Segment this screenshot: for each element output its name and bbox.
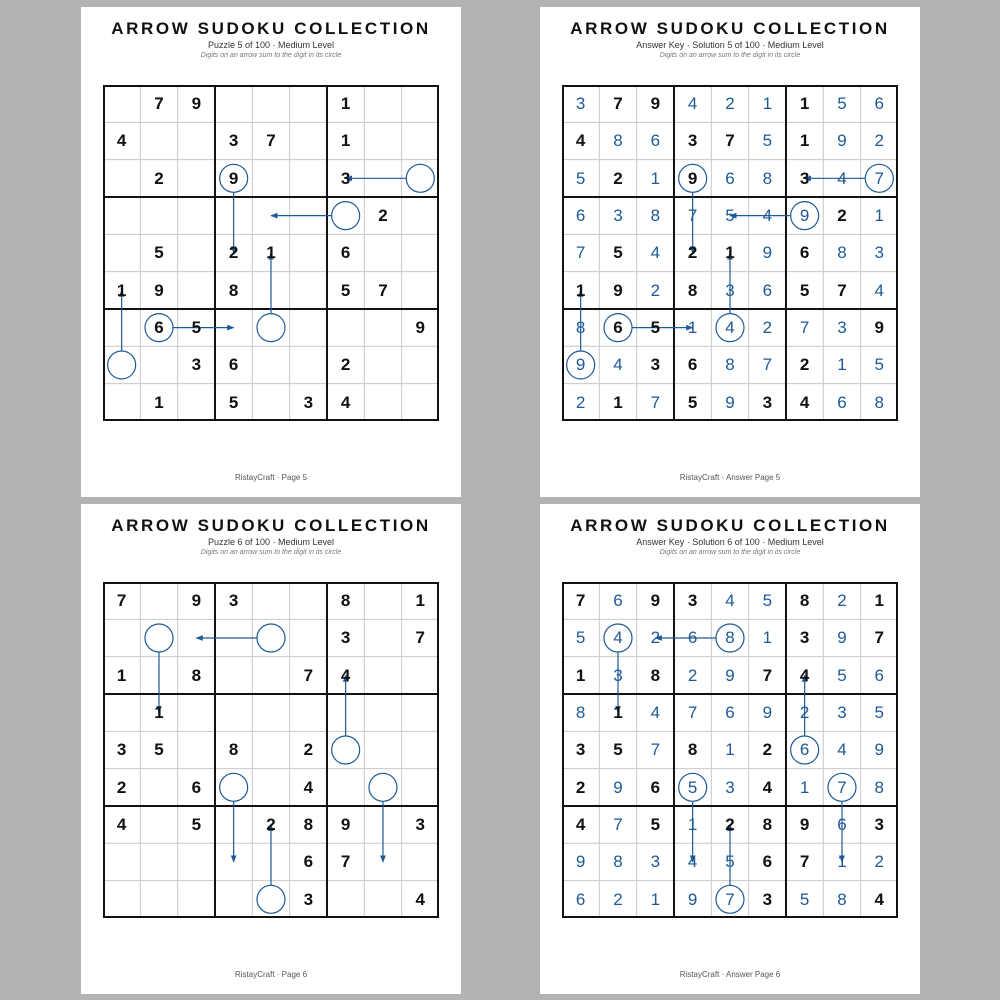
arrow-circle xyxy=(369,773,397,801)
solution-digit: 4 xyxy=(725,318,735,338)
given-digit: 7 xyxy=(303,665,314,685)
given-digit: 3 xyxy=(799,168,810,188)
given-digit: 7 xyxy=(340,852,351,872)
given-digit: 1 xyxy=(154,392,164,412)
page-footer: RistayCraft · Page 5 xyxy=(234,473,308,482)
solution-digit: 4 xyxy=(837,168,847,188)
given-digit: 3 xyxy=(191,355,202,375)
given-digit: 1 xyxy=(116,280,127,300)
given-digit: 6 xyxy=(191,777,202,797)
given-digit: 9 xyxy=(650,591,661,611)
solution-digit: 9 xyxy=(687,889,698,909)
given-digit: 5 xyxy=(228,392,239,412)
solution-digit: 6 xyxy=(799,740,810,760)
given-digit: 5 xyxy=(613,740,623,760)
solution-digit: 4 xyxy=(687,94,698,114)
arrow-circle xyxy=(406,164,434,192)
given-digit: 2 xyxy=(340,355,351,375)
given-digit: 7 xyxy=(378,280,388,300)
solution-digit: 3 xyxy=(725,777,735,797)
solution-digit: 8 xyxy=(575,318,586,338)
given-digit: 4 xyxy=(303,777,314,797)
solution-digit: 7 xyxy=(650,392,661,412)
solution-digit: 3 xyxy=(837,703,847,723)
given-digit: 5 xyxy=(340,280,351,300)
page-instructions: Digits on an arrow sum to the digit in its circle xyxy=(200,52,342,59)
given-digit: 5 xyxy=(613,243,623,263)
given-digit: 6 xyxy=(762,852,773,872)
given-digit: 6 xyxy=(340,243,351,263)
given-digit: 3 xyxy=(687,131,698,151)
given-digit: 5 xyxy=(650,318,661,338)
solution-digit: 4 xyxy=(762,206,773,226)
given-digit: 8 xyxy=(228,740,239,760)
solution-digit: 9 xyxy=(799,206,810,226)
page-subtitle: Puzzle 6 of 100 · Medium Level xyxy=(207,537,335,547)
page-title: ARROW SUDOKU COLLECTION xyxy=(111,19,431,38)
given-digit: 9 xyxy=(687,168,698,188)
given-digit: 2 xyxy=(378,206,388,226)
given-digit: 7 xyxy=(575,591,586,611)
given-digit: 3 xyxy=(228,131,239,151)
given-digit: 6 xyxy=(650,777,661,797)
answer-page-6 xyxy=(540,504,920,994)
solution-digit: 3 xyxy=(650,852,661,872)
solution-digit: 6 xyxy=(725,168,735,188)
solution-digit: 7 xyxy=(613,815,623,835)
solution-digit: 9 xyxy=(837,131,847,151)
given-digit: 7 xyxy=(154,94,164,114)
given-digit: 3 xyxy=(575,740,586,760)
given-digit: 7 xyxy=(799,852,810,872)
solution-digit: 6 xyxy=(837,392,847,412)
solution-digit: 3 xyxy=(613,206,623,226)
given-digit: 1 xyxy=(415,591,426,611)
solution-digit: 2 xyxy=(575,392,586,412)
given-digit: 2 xyxy=(575,777,586,797)
given-digit: 7 xyxy=(116,591,127,611)
solution-digit: 3 xyxy=(613,665,623,685)
given-digit: 4 xyxy=(762,777,773,797)
given-digit: 1 xyxy=(613,392,623,412)
given-digit: 3 xyxy=(303,889,314,909)
given-digit: 2 xyxy=(762,740,773,760)
solution-digit: 5 xyxy=(575,628,586,648)
given-digit: 4 xyxy=(575,131,586,151)
given-digit: 4 xyxy=(874,889,885,909)
solution-digit: 9 xyxy=(725,665,735,685)
given-digit: 9 xyxy=(228,168,239,188)
solution-digit: 6 xyxy=(725,703,735,723)
given-digit: 6 xyxy=(303,852,314,872)
solution-digit: 7 xyxy=(650,740,661,760)
solution-digit: 2 xyxy=(650,280,661,300)
solution-digit: 5 xyxy=(874,703,885,723)
given-digit: 4 xyxy=(116,131,127,151)
solution-digit: 1 xyxy=(650,889,661,909)
given-digit: 1 xyxy=(340,94,351,114)
solution-digit: 4 xyxy=(874,280,885,300)
given-digit: 2 xyxy=(116,777,127,797)
solution-digit: 7 xyxy=(837,777,847,797)
given-digit: 7 xyxy=(266,131,276,151)
solution-digit: 7 xyxy=(762,355,773,375)
given-digit: 9 xyxy=(650,94,661,114)
solution-digit: 8 xyxy=(874,392,885,412)
solution-digit: 7 xyxy=(799,318,810,338)
puzzle-page-6 xyxy=(81,504,461,994)
solution-digit: 5 xyxy=(837,94,847,114)
solution-digit: 3 xyxy=(837,318,847,338)
page-subtitle: Puzzle 5 of 100 · Medium Level xyxy=(207,40,335,50)
given-digit: 1 xyxy=(725,243,735,263)
given-digit: 8 xyxy=(340,591,351,611)
solution-digit: 6 xyxy=(575,206,586,226)
given-digit: 8 xyxy=(687,740,698,760)
solution-digit: 4 xyxy=(725,591,735,611)
solution-digit: 9 xyxy=(613,777,623,797)
sudoku-grid xyxy=(103,582,439,918)
solution-digit: 8 xyxy=(613,131,623,151)
page-title: ARROW SUDOKU COLLECTION xyxy=(570,19,890,38)
solution-digit: 2 xyxy=(687,665,698,685)
given-digit: 7 xyxy=(874,628,885,648)
given-digit: 4 xyxy=(340,392,351,412)
sudoku-grid xyxy=(562,582,898,918)
given-digit: 9 xyxy=(874,318,885,338)
arrow-circle xyxy=(220,773,248,801)
solution-digit: 1 xyxy=(799,777,810,797)
given-digit: 5 xyxy=(191,815,202,835)
given-digit: 2 xyxy=(303,740,314,760)
arrow-circle xyxy=(108,351,136,379)
sudoku-grid xyxy=(103,85,439,421)
solution-digit: 4 xyxy=(650,243,661,263)
given-digit: 5 xyxy=(799,280,810,300)
solution-digit: 2 xyxy=(799,703,810,723)
given-digit: 1 xyxy=(266,243,276,263)
given-digit: 9 xyxy=(415,318,426,338)
solution-digit: 8 xyxy=(837,889,847,909)
given-digit: 7 xyxy=(725,131,735,151)
given-digit: 1 xyxy=(575,665,586,685)
arrow-circle xyxy=(332,736,360,764)
given-digit: 4 xyxy=(116,815,127,835)
given-digit: 8 xyxy=(228,280,239,300)
page-subtitle: Answer Key · Solution 6 of 100 · Medium Level xyxy=(636,537,824,547)
solution-digit: 8 xyxy=(613,852,623,872)
given-digit: 2 xyxy=(725,815,735,835)
solution-digit: 2 xyxy=(762,318,773,338)
solution-digit: 4 xyxy=(613,628,623,648)
given-digit: 8 xyxy=(762,815,773,835)
solution-digit: 1 xyxy=(650,168,661,188)
given-digit: 4 xyxy=(799,665,810,685)
solution-digit: 8 xyxy=(725,355,735,375)
solution-digit: 5 xyxy=(799,889,810,909)
arrow-circle xyxy=(332,202,360,230)
solution-digit: 3 xyxy=(575,94,586,114)
given-digit: 8 xyxy=(191,665,202,685)
solution-digit: 8 xyxy=(837,243,847,263)
solution-digit: 2 xyxy=(613,889,623,909)
solution-digit: 2 xyxy=(650,628,661,648)
given-digit: 3 xyxy=(228,591,239,611)
given-digit: 5 xyxy=(650,815,661,835)
given-digit: 7 xyxy=(837,280,847,300)
given-digit: 2 xyxy=(613,168,623,188)
solution-digit: 1 xyxy=(762,94,773,114)
given-digit: 7 xyxy=(613,94,623,114)
solution-digit: 5 xyxy=(762,591,773,611)
page-footer: RistayCraft · Answer Page 6 xyxy=(679,970,781,979)
solution-digit: 2 xyxy=(874,852,885,872)
given-digit: 2 xyxy=(799,355,810,375)
given-digit: 1 xyxy=(613,703,623,723)
solution-digit: 5 xyxy=(725,206,735,226)
solution-digit: 8 xyxy=(650,206,661,226)
given-digit: 4 xyxy=(575,815,586,835)
solution-digit: 8 xyxy=(575,703,586,723)
given-digit: 5 xyxy=(154,243,164,263)
given-digit: 1 xyxy=(799,94,810,114)
puzzle-page-5 xyxy=(81,7,461,497)
solution-digit: 6 xyxy=(575,889,586,909)
arrow-circle xyxy=(145,624,173,652)
given-digit: 5 xyxy=(687,392,698,412)
solution-digit: 8 xyxy=(874,777,885,797)
page-instructions: Digits on an arrow sum to the digit in its circle xyxy=(659,52,801,59)
given-digit: 6 xyxy=(154,318,164,338)
given-digit: 9 xyxy=(799,815,810,835)
given-digit: 2 xyxy=(837,206,847,226)
page-title: ARROW SUDOKU COLLECTION xyxy=(111,516,431,535)
given-digit: 4 xyxy=(340,665,351,685)
solution-digit: 7 xyxy=(687,206,698,226)
given-digit: 7 xyxy=(415,628,426,648)
solution-digit: 6 xyxy=(874,94,885,114)
solution-digit: 9 xyxy=(762,243,773,263)
solution-digit: 6 xyxy=(650,131,661,151)
given-digit: 6 xyxy=(799,243,810,263)
solution-digit: 9 xyxy=(837,628,847,648)
given-digit: 5 xyxy=(154,740,164,760)
solution-digit: 1 xyxy=(725,740,735,760)
solution-digit: 2 xyxy=(874,131,885,151)
solution-digit: 8 xyxy=(762,168,773,188)
solution-digit: 1 xyxy=(687,815,698,835)
given-digit: 8 xyxy=(303,815,314,835)
given-digit: 2 xyxy=(154,168,164,188)
solution-digit: 5 xyxy=(837,665,847,685)
solution-digit: 6 xyxy=(687,628,698,648)
given-digit: 3 xyxy=(116,740,127,760)
given-digit: 8 xyxy=(799,591,810,611)
page-footer: RistayCraft · Answer Page 5 xyxy=(679,473,781,482)
solution-digit: 5 xyxy=(575,168,586,188)
given-digit: 1 xyxy=(340,131,351,151)
solution-digit: 4 xyxy=(687,852,698,872)
given-digit: 3 xyxy=(303,392,314,412)
solution-digit: 6 xyxy=(762,280,773,300)
given-digit: 9 xyxy=(154,280,164,300)
page-subtitle: Answer Key · Solution 5 of 100 · Medium Level xyxy=(636,40,824,50)
given-digit: 1 xyxy=(116,665,127,685)
given-digit: 9 xyxy=(191,591,202,611)
solution-digit: 9 xyxy=(762,703,773,723)
given-digit: 9 xyxy=(340,815,351,835)
given-digit: 4 xyxy=(799,392,810,412)
solution-digit: 7 xyxy=(687,703,698,723)
solution-digit: 6 xyxy=(874,665,885,685)
given-digit: 1 xyxy=(874,591,885,611)
given-digit: 4 xyxy=(415,889,426,909)
given-digit: 6 xyxy=(687,355,698,375)
given-digit: 3 xyxy=(762,889,773,909)
given-digit: 8 xyxy=(650,665,661,685)
given-digit: 3 xyxy=(799,628,810,648)
given-digit: 3 xyxy=(340,628,351,648)
solution-digit: 5 xyxy=(874,355,885,375)
given-digit: 2 xyxy=(266,815,276,835)
arrow-circle xyxy=(257,314,285,342)
solution-digit: 5 xyxy=(725,852,735,872)
given-digit: 2 xyxy=(687,243,698,263)
solution-digit: 9 xyxy=(725,392,735,412)
sudoku-grid xyxy=(562,85,898,421)
solution-digit: 1 xyxy=(874,206,885,226)
solution-digit: 9 xyxy=(874,740,885,760)
solution-digit: 5 xyxy=(687,777,698,797)
given-digit: 9 xyxy=(613,280,623,300)
given-digit: 6 xyxy=(613,318,623,338)
given-digit: 8 xyxy=(687,280,698,300)
given-digit: 1 xyxy=(799,131,810,151)
given-digit: 5 xyxy=(191,318,202,338)
answer-page-5 xyxy=(540,7,920,497)
solution-digit: 7 xyxy=(874,168,885,188)
given-digit: 7 xyxy=(762,665,773,685)
solution-digit: 9 xyxy=(575,852,586,872)
given-digit: 2 xyxy=(228,243,239,263)
solution-digit: 1 xyxy=(837,852,847,872)
solution-digit: 4 xyxy=(650,703,661,723)
page-title: ARROW SUDOKU COLLECTION xyxy=(570,516,890,535)
given-digit: 9 xyxy=(191,94,202,114)
arrow-circle xyxy=(257,885,285,913)
given-digit: 3 xyxy=(340,168,351,188)
arrow-circle xyxy=(257,624,285,652)
solution-digit: 4 xyxy=(613,355,623,375)
given-digit: 3 xyxy=(650,355,661,375)
solution-digit: 9 xyxy=(575,355,586,375)
page-instructions: Digits on an arrow sum to the digit in its circle xyxy=(659,549,801,556)
solution-digit: 2 xyxy=(725,94,735,114)
page-footer: RistayCraft · Page 6 xyxy=(234,970,308,979)
given-digit: 3 xyxy=(762,392,773,412)
given-digit: 3 xyxy=(874,815,885,835)
solution-digit: 6 xyxy=(837,815,847,835)
given-digit: 3 xyxy=(415,815,426,835)
solution-digit: 1 xyxy=(762,628,773,648)
given-digit: 6 xyxy=(228,355,239,375)
solution-digit: 7 xyxy=(575,243,586,263)
solution-digit: 1 xyxy=(687,318,698,338)
given-digit: 3 xyxy=(687,591,698,611)
solution-digit: 8 xyxy=(725,628,735,648)
solution-digit: 3 xyxy=(725,280,735,300)
solution-digit: 7 xyxy=(725,889,735,909)
given-digit: 1 xyxy=(154,703,164,723)
page-instructions: Digits on an arrow sum to the digit in its circle xyxy=(200,549,342,556)
solution-digit: 3 xyxy=(874,243,885,263)
solution-digit: 6 xyxy=(613,591,623,611)
solution-digit: 1 xyxy=(837,355,847,375)
solution-digit: 4 xyxy=(837,740,847,760)
given-digit: 1 xyxy=(575,280,586,300)
solution-digit: 5 xyxy=(762,131,773,151)
solution-digit: 2 xyxy=(837,591,847,611)
